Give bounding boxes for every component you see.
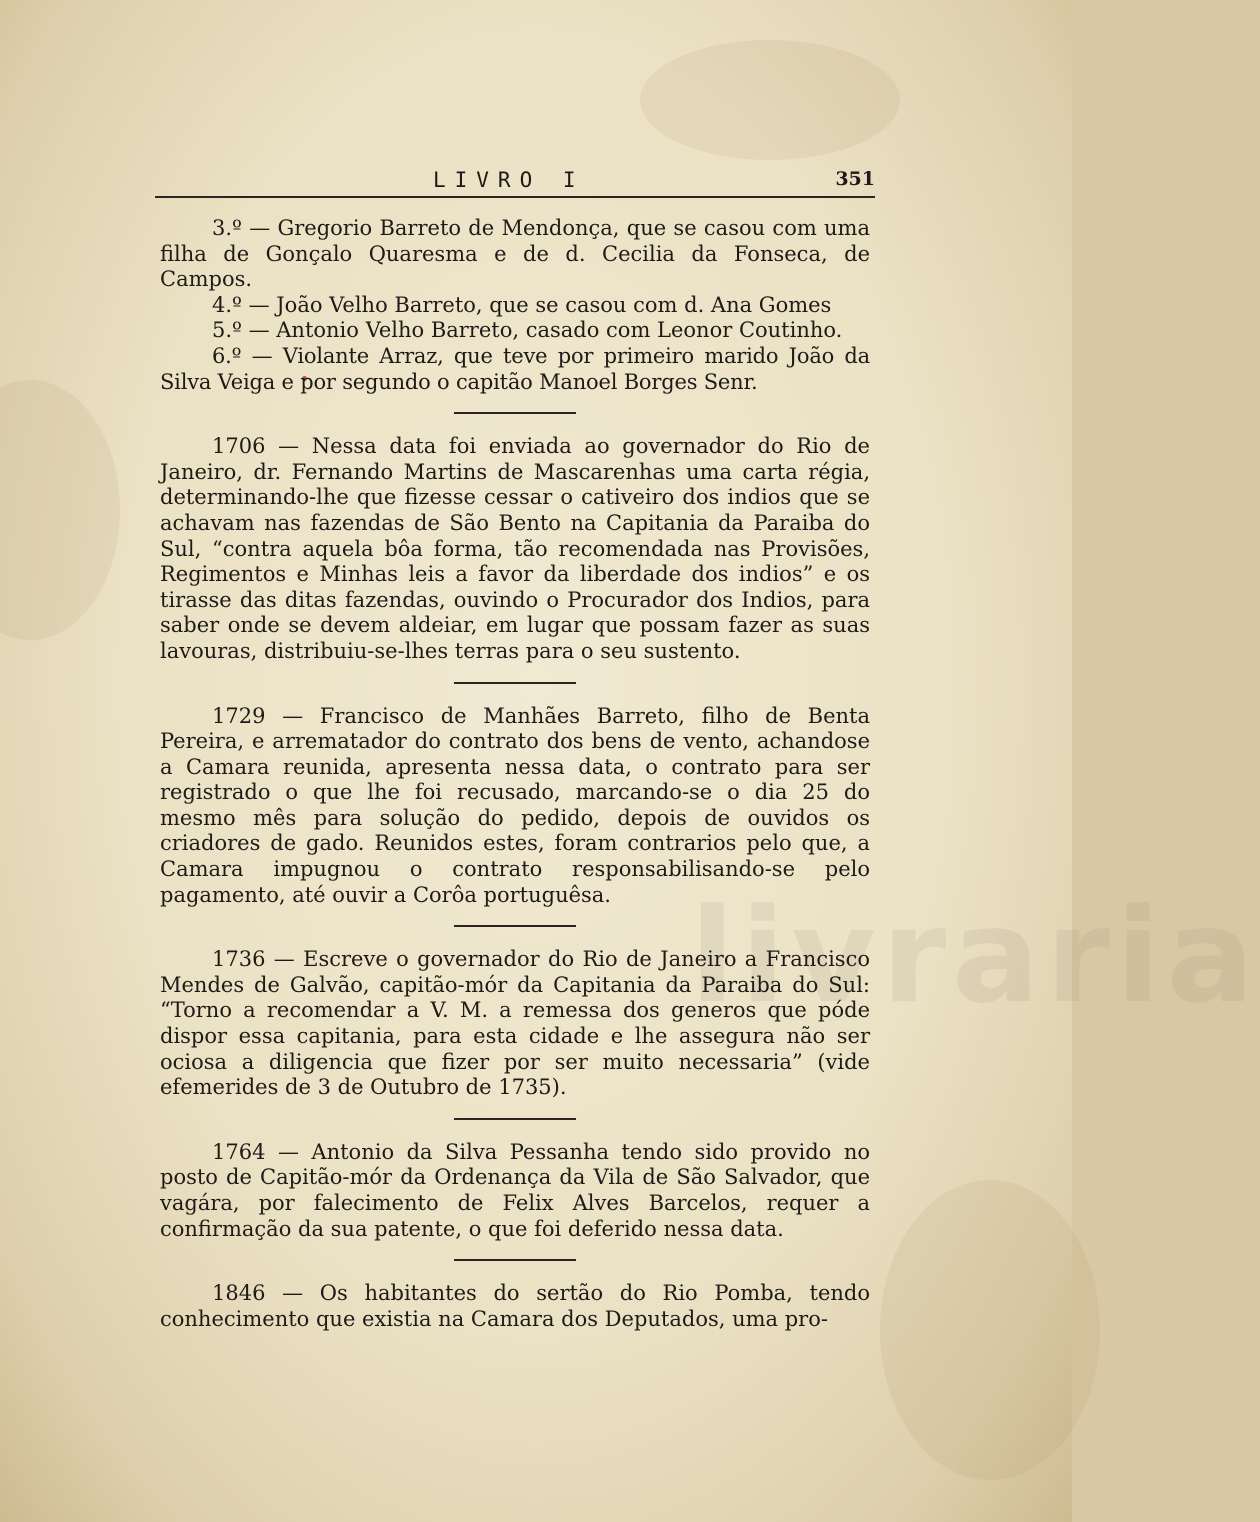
paragraph-1736: 1736 — Escreve o governador do Rio de Janeiro a Francisco Mendes de Galvão, capitão-mór da Capitania da Paraiba do Sul: “Torno a recomendar a V. M. a remessa dos generos que póde dispor essa capitania, para esta cidade e lhe assegura não ser ociosa a diligencia que fizer por ser muito necessaria” (vide efemerides de 3 de Outubro de 1735). [160, 947, 870, 1100]
section-divider [454, 682, 576, 684]
section-divider [454, 1118, 576, 1120]
section-divider [454, 1259, 576, 1261]
paragraph-1729: 1729 — Francisco de Manhães Barreto, filho de Benta Pereira, e arrematador do contrato dos bens de vento, achandose a Camara reunida, apresenta nessa data, o contrato para ser registrado o que lhe foi recusado, marcando-se o dia 25 do mesmo mês para solução do pedido, depois de ouvidos os criadores de gado. Reunidos estes, foram contrarios pelo que, a Camara impugnou o contrato responsabilisando-se pelo pagamento, até ouvir a Corôa portuguêsa. [160, 703, 870, 907]
section-divider [454, 412, 576, 414]
paragraph-item-3: 3.º — Gregorio Barreto de Mendonça, que se casou com uma filha de Gonçalo Quaresma e de d. Cecilia da Fonseca, de Campos. [160, 216, 870, 292]
section-divider [454, 925, 576, 927]
running-title: LIVRO I [433, 168, 585, 192]
paper-stain [880, 1180, 1100, 1480]
paragraph-1846: 1846 — Os habitantes do sertão do Rio Pomba, tendo conhecimento que existia na Camara dos Deputados, uma pro- [160, 1281, 870, 1331]
page-number: 351 [835, 168, 875, 190]
paragraph-item-5: 5.º — Antonio Velho Barreto, casado com Leonor Coutinho. [212, 318, 843, 343]
paper-stain [0, 380, 120, 640]
paragraph-item-6: 6.º — Violante Arraz, que teve por primeiro marido João da Silva Veiga e por segundo o capitão Manoel Borges Senr. [160, 343, 870, 394]
paragraph-1706: 1706 — Nessa data foi enviada ao governador do Rio de Janeiro, dr. Fernando Martins de Mascarenhas uma carta régia, determinando-lhe que fizesse cessar o cativeiro dos indios que se achavam nas fazendas de São Bento na Capitania da Paraiba do Sul, “contra aquela bôa forma, tão recomendada nas Provisões, Regimentos e Minhas leis a favor da liberdade dos indios” e os tirasse das ditas fazendas, ouvindo o Procurador dos Indios, para saber onde se devem aldeiar, em lugar que possam fazer as suas lavouras, distribuiu-se-lhes terras para o seu sustento. [160, 434, 870, 663]
page-body [160, 216, 870, 1332]
page-header [155, 166, 875, 198]
paper-stain [640, 40, 900, 160]
paragraph-1764: 1764 — Antonio da Silva Pessanha tendo sido provido no posto de Capitão-mór da Ordenança da Vila de São Salvador, que vagára, por falecimento de Felix Alves Barcelos, requer a confirmação da sua patente, o que foi deferido nessa data. [160, 1139, 870, 1241]
watermark: livraria [690, 880, 1260, 1032]
paragraph-item-4: 4.º — João Velho Barreto, que se casou com d. Ana Gomes [212, 292, 832, 317]
